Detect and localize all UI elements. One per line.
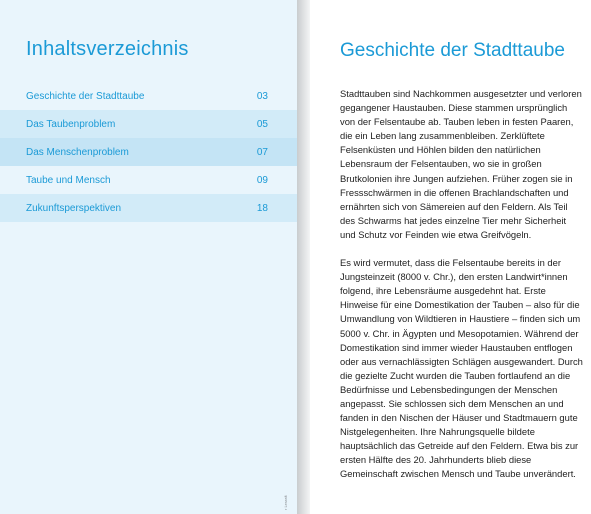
- toc-list: [0, 82, 297, 222]
- toc-item-page: 18: [256, 202, 268, 214]
- article-paragraph: Stadttauben sind Nachkommen ausgesetzter und verloren gegangener Haustauben. Diese stammen ursprünglich von der Felsentaube ab. Tauben leben in festen Paaren, die ein Leben lang zusammenbleiben. Zerklüftete Felsenküsten und Höhlen bilden den natürlichen Lebensraum der Felsentauben, wo sie in großen Brutkolonien ihre Jungen aufziehen. Früher zogen sie in Fressschwärmen in die offenen Brachlandschaften und ernährten sich von Sämereien auf den Feldern. Als Teil des Schwarms hat jedes einzelne Tier mehr Sicherheit und Schutz vor Feinden wie etwa Greifvögeln.: [340, 88, 582, 240]
- toc-item-label: Taube und Mensch: [26, 174, 111, 186]
- toc-item-label: Geschichte der Stadttaube: [26, 90, 145, 102]
- toc-item-taubenproblem[interactable]: [0, 110, 297, 138]
- toc-item-menschenproblem[interactable]: [0, 138, 297, 166]
- photo-credit: r Lesraft: [283, 495, 288, 510]
- toc-item-page: 09: [256, 174, 268, 186]
- article-title: Geschichte der Stadttaube: [340, 40, 565, 61]
- article-body: [340, 87, 584, 496]
- toc-item-page: 07: [256, 146, 268, 158]
- article-page: [310, 0, 591, 514]
- toc-item-page: 05: [256, 118, 268, 130]
- toc-item-zukunftsperspektiven[interactable]: [0, 194, 297, 222]
- toc-item-geschichte[interactable]: [0, 82, 297, 110]
- toc-item-label: Zukunftsperspektiven: [26, 202, 122, 214]
- article-paragraph: Es wird vermutet, dass die Felsentaube bereits in der Jungsteinzeit (8000 v. Chr.), den ersten Landwirt*innen folgend, ihre Lebensräume ausgedehnt hat. Erste Hinweise für eine Domestikation der Tauben – also für die Umwandlung von Wildtieren in Haustiere – finden sich um 5000 v. Chr. in Ägypten und Mesopotamien. Während der Domestikation sind immer wieder Haustauben entflogen oder aus vernachlässigten Schlägen ausgewandert. Durch die gezielte Zucht wurden die Tauben fortlaufend an die Bedürfnisse und Lebensbedingungen der Menschen angepasst. Sie schlossen sich dem Menschen an und fanden in den Nischen der Häuser und Stadtmauern gute Nistgelegenheiten. Ihre Nahrungsquelle bildete hauptsächlich das Getreide auf den Feldern. Etwa bis zur ersten Hälfte des 20. Jahrhunderts blieb diese Gemeinschaft zwischen Mensch und Taube unverändert.: [340, 257, 583, 480]
- toc-item-label: Das Menschenproblem: [26, 146, 129, 158]
- toc-title: Inhaltsverzeichnis: [26, 38, 189, 60]
- toc-item-page: 03: [256, 90, 268, 102]
- toc-item-taube-und-mensch[interactable]: [0, 166, 297, 194]
- book-spine: [297, 0, 310, 514]
- toc-item-label: Das Taubenproblem: [26, 118, 116, 130]
